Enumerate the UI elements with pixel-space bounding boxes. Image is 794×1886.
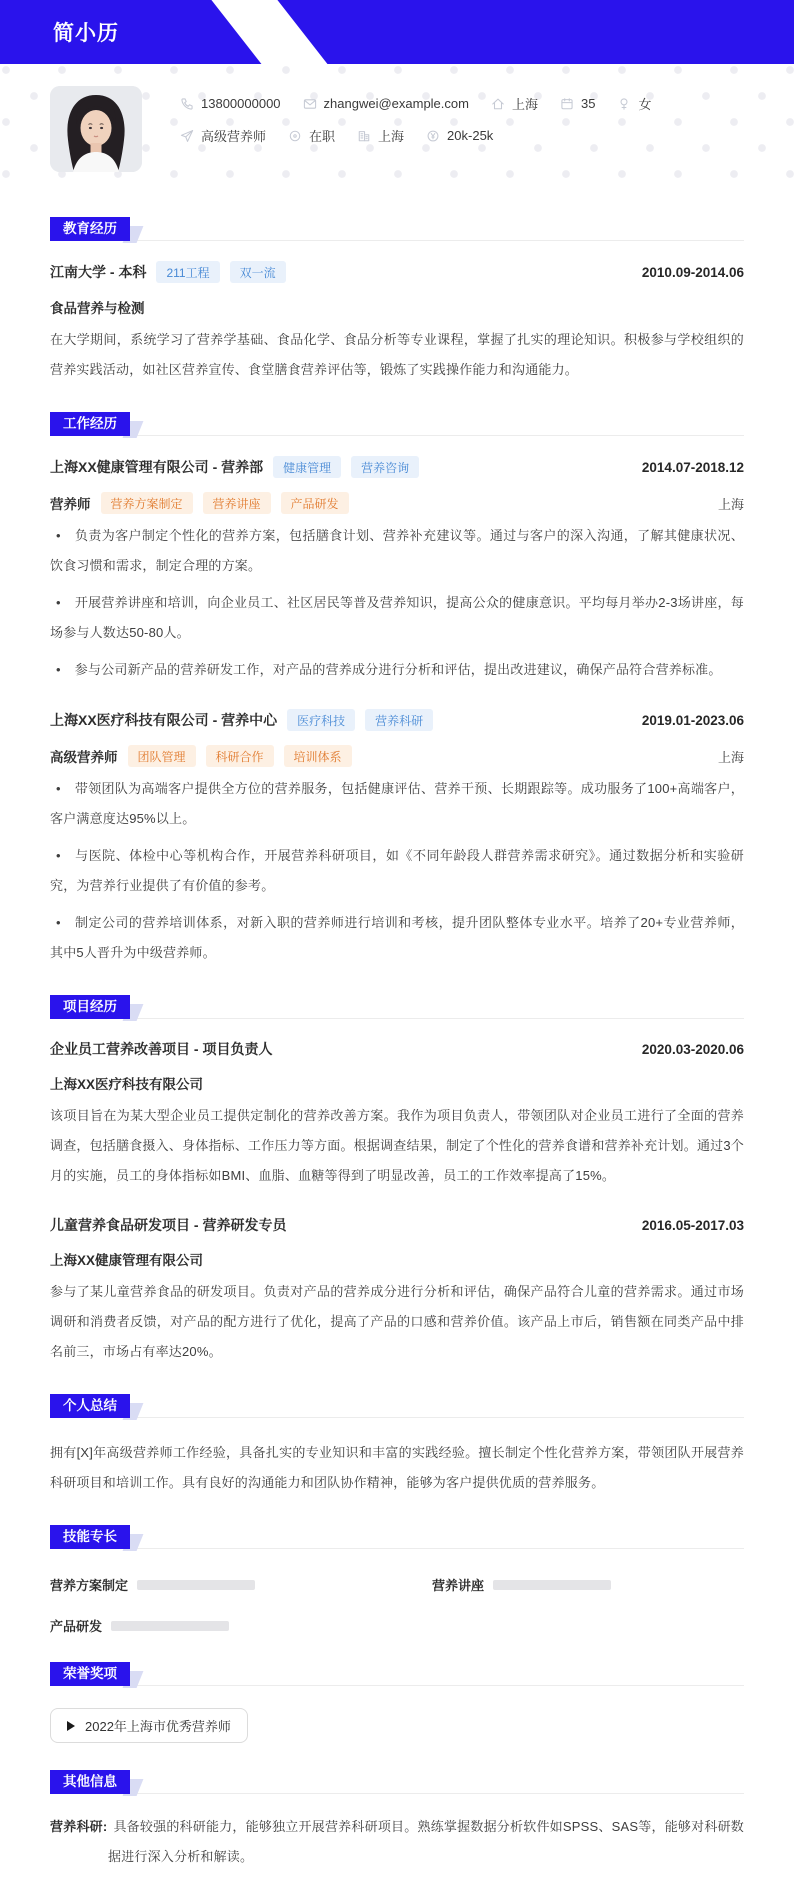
section-header-work — [50, 411, 744, 436]
project-name: 企业员工营养改善项目 - 项目负责人 — [50, 1041, 273, 1057]
skill-item — [50, 1575, 362, 1594]
section-header-honors — [50, 1661, 744, 1686]
contact-age — [560, 96, 595, 111]
job-skill-tag: 营养方案制定 — [101, 492, 193, 514]
job-skill-tag: 团队管理 — [128, 745, 196, 767]
job-bullet: • 负责为客户制定个性化的营养方案，包括膳食计划、营养补充建议等。通过与客户的深入沟通，了解其健康状况、饮食习惯和需求，制定合理的方案。 — [50, 521, 744, 581]
job-bullet: • 带领团队为高端客户提供全方位的营养服务，包括健康评估、营养干预、长期跟踪等。成功服务了100+高端客户，客户满意度达95%以上。 — [50, 774, 744, 834]
work-date: 2019.01-2023.06 — [641, 712, 744, 728]
company-tag: 医疗科技 — [287, 709, 355, 731]
gender-icon — [617, 97, 631, 111]
email-icon — [303, 97, 317, 111]
avatar — [50, 86, 142, 172]
skill-progress-bar — [137, 1580, 255, 1590]
education-major: 食品营养与检测 — [50, 301, 145, 316]
company-tag: 健康管理 — [273, 456, 341, 478]
section-title-honors: 荣誉奖项 — [50, 1662, 130, 1686]
work-date: 2014.07-2018.12 — [641, 459, 744, 475]
contact-status — [288, 126, 335, 145]
skill-name: 营养方案制定 — [50, 1578, 129, 1593]
section-work — [50, 411, 744, 968]
contact-info — [180, 86, 651, 172]
project-date: 2020.03-2020.06 — [641, 1041, 744, 1057]
skill-progress-bar — [493, 1580, 611, 1590]
job-location: 上海 — [717, 496, 744, 512]
section-header-other — [50, 1769, 744, 1794]
status-value: 在职 — [309, 129, 336, 144]
school-tag: 双一流 — [230, 261, 286, 283]
contact-phone — [180, 96, 281, 111]
skill-name: 产品研发 — [50, 1619, 103, 1634]
section-title-projects: 项目经历 — [50, 995, 130, 1019]
honor-text: 2022年上海市优秀营养师 — [85, 1719, 231, 1734]
honor-badge[interactable] — [50, 1708, 248, 1743]
section-skills — [50, 1524, 744, 1635]
play-icon — [67, 1721, 75, 1731]
company-name: 上海XX健康管理有限公司 - 营养部 — [50, 459, 264, 475]
page-title: 简小历 — [53, 22, 119, 45]
location-value: 上海 — [511, 97, 538, 112]
job-bullet: • 开展营养讲座和培训，向企业员工、社区居民等普及营养知识，提高公众的健康意识。平均每月举办2-3场讲座，每场参与人数达50-80人。 — [50, 588, 744, 648]
profile-section — [0, 64, 794, 190]
project-description: 该项目旨在为某大型企业员工提供定制化的营养改善方案。我作为项目负责人，带领团队对企业员工进行了全面的营养调查，包括膳食摄入、身体指标、工作压力等方面。根据调查结果，制定了个性化的营养食谱和营养补充计划。通过3个月的实施，员工的身体指标如BMI、血脂、血糖等得到了明显改善，员工的工作效率提高了15%。 — [50, 1108, 744, 1183]
project-company: 上海XX健康管理有限公司 — [50, 1253, 204, 1268]
section-honors — [50, 1661, 744, 1743]
job-skill-tag: 营养讲座 — [203, 492, 271, 514]
project-item — [50, 1215, 744, 1367]
calendar-icon — [560, 97, 574, 111]
phone-icon — [180, 97, 194, 111]
gender-value: 女 — [638, 97, 652, 112]
other-info-row — [50, 1812, 744, 1872]
status-circle-icon — [288, 129, 302, 143]
work-item — [50, 456, 744, 685]
skill-name: 营养讲座 — [432, 1578, 485, 1593]
project-company: 上海XX医疗科技有限公司 — [50, 1077, 204, 1092]
company-name: 上海XX医疗科技有限公司 - 营养中心 — [50, 712, 278, 728]
section-title-skills: 技能专长 — [50, 1525, 130, 1549]
school-tag: 211工程 — [156, 261, 219, 283]
school-name: 江南大学 - 本科 — [50, 264, 147, 280]
age-value: 35 — [580, 96, 596, 111]
project-name: 儿童营养食品研发项目 - 营养研发专员 — [50, 1217, 287, 1233]
contact-email — [303, 96, 469, 111]
job-bullet: • 参与公司新产品的营养研发工作，对产品的营养成分进行分析和评估，提出改进建议，确保产品符合营养标准。 — [50, 655, 744, 685]
section-summary — [50, 1393, 744, 1498]
header-stripe-decoration — [207, 0, 336, 64]
job-location: 上海 — [717, 749, 744, 765]
section-other — [50, 1769, 744, 1872]
job-bullet: • 与医院、体检中心等机构合作，开展营养科研项目，如《不同年龄段人群营养需求研究》。通过数据分析和实验研究，为营养行业提供了有价值的参考。 — [50, 841, 744, 901]
job-bullet: • 制定公司的营养培训体系，对新入职的营养师进行培训和考核，提升团队整体专业水平。培养了20+专业营养师，其中5人晋升为中级营养师。 — [50, 908, 744, 968]
skill-item — [432, 1575, 744, 1594]
work-item — [50, 709, 744, 968]
job-title: 高级营养师 — [50, 750, 118, 765]
job-skill-tag: 科研合作 — [206, 745, 274, 767]
contact-salary — [426, 128, 493, 143]
contact-location — [491, 94, 538, 113]
contact-position — [180, 126, 266, 145]
contact-row-1 — [180, 94, 651, 113]
section-header-summary — [50, 1393, 744, 1418]
section-title-work: 工作经历 — [50, 412, 130, 436]
email-value: zhangwei@example.com — [323, 96, 469, 111]
job-title: 营养师 — [50, 497, 91, 512]
city-value: 上海 — [378, 129, 405, 144]
section-header-skills — [50, 1524, 744, 1549]
section-title-education: 教育经历 — [50, 217, 130, 241]
project-date: 2016.05-2017.03 — [641, 1217, 744, 1233]
salary-value: 20k-25k — [447, 128, 494, 143]
building-icon — [357, 129, 371, 143]
contact-city — [357, 126, 404, 145]
section-projects — [50, 994, 744, 1367]
profile-photo-illustration — [50, 86, 142, 172]
section-title-other: 其他信息 — [50, 1770, 130, 1794]
other-info-label: 营养科研: — [50, 1819, 108, 1834]
paper-plane-icon — [180, 129, 194, 143]
skill-progress-bar — [111, 1621, 229, 1631]
project-description: 参与了某儿童营养食品的研发项目。负责对产品的营养成分进行分析和评估，确保产品符合儿童的营养需求。通过市场调研和消费者反馈，对产品的配方进行了优化，提高了产品的口感和营养价值。该产品上市后，销售额在同类产品中排名前三，市场占有率达20%。 — [50, 1284, 744, 1359]
section-header-education — [50, 216, 744, 241]
home-icon — [491, 97, 505, 111]
project-item — [50, 1039, 744, 1191]
contact-gender — [617, 94, 651, 113]
salary-icon — [426, 129, 440, 143]
skills-list — [50, 1575, 744, 1635]
company-tag: 营养咨询 — [351, 456, 419, 478]
education-date: 2010.09-2014.06 — [641, 264, 744, 280]
other-info-text: 具备较强的科研能力，能够独立开展营养科研项目。熟练掌握数据分析软件如SPSS、SAS等，能够对科研数据进行深入分析和解读。 — [108, 1819, 744, 1864]
section-header-projects — [50, 994, 744, 1019]
education-description: 在大学期间，系统学习了营养学基础、食品化学、食品分析等专业课程，掌握了扎实的理论知识。积极参与学校组织的营养实践活动，如社区营养宣传、食堂膳食营养评估等，锻炼了实践操作能力和沟通能力。 — [50, 332, 744, 377]
contact-row-2 — [180, 126, 651, 145]
job-skill-tag: 产品研发 — [281, 492, 349, 514]
phone-value: 13800000000 — [201, 96, 281, 111]
section-title-summary: 个人总结 — [50, 1394, 130, 1418]
skill-item — [50, 1616, 362, 1635]
company-tag: 营养科研 — [365, 709, 433, 731]
section-education — [50, 216, 744, 385]
job-skill-tag: 培训体系 — [284, 745, 352, 767]
summary-text: 拥有[X]年高级营养师工作经验，具备扎实的专业知识和丰富的实践经验。擅长制定个性化营养方案，带领团队开展营养科研项目和培训工作。具有良好的沟通能力和团队协作精神，能够为客户提供优质的营养服务。 — [50, 1445, 744, 1490]
app-header — [0, 0, 794, 64]
position-value: 高级营养师 — [201, 129, 267, 144]
